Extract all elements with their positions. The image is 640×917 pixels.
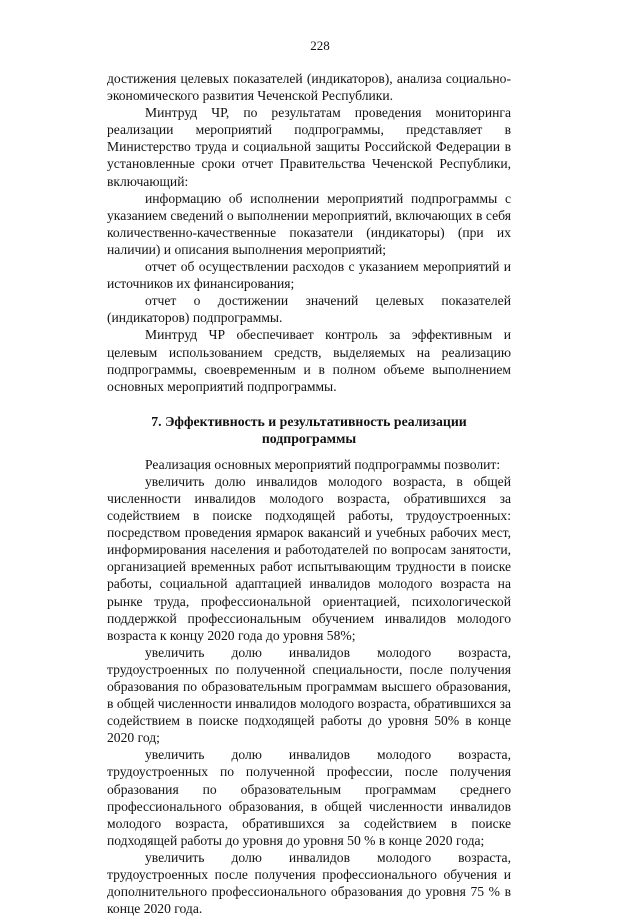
paragraph-goal-3: увеличить долю инвалидов молодого возраста, трудоустроенных по полученной профессии, после получения образования по образовательным программам среднего профессионального образования, в общей численности инвалидов молодого возраста, обратившихся за содействием в поиске подходящей работы до уровня до уровня 50 % в конце 2020 года; — [107, 747, 511, 848]
paragraph-continuation: достижения целевых показателей (индикаторов), анализа социально-экономического развития Чеченской Республики. — [107, 71, 511, 104]
paragraph-goal-2: увеличить долю инвалидов молодого возраста, трудоустроенных по полученной специальности, после получения образования по образовательным программам высшего образования, в общей численности инвалидов молодого возраста, обратившихся за содействием в поиске подходящей работы до уровня 50% в конце 2020 год; — [107, 644, 511, 746]
paragraph-intro: Реализация основных мероприятий подпрограммы позволит: — [145, 456, 501, 472]
paragraph-monitoring: Минтруд ЧР, по результатам проведения мониторинга реализации мероприятий подпрограммы, представляет в Министерство труда и социальной защиты Российской Федерации в установленные сроки отчет Правительства Чеченской Республики, включающий: — [107, 105, 511, 189]
paragraph-control: Минтруд ЧР обеспечивает контроль за эффективным и целевым использованием средств, выделяемых на реализацию подпрограммы, своевременным и в полном объеме выполнением основных мероприятий подпрограммы. — [107, 327, 511, 394]
document-body — [107, 70, 511, 917]
page-number: 228 — [310, 38, 330, 53]
paragraph-expenses-item: отчет об осуществлении расходов с указанием мероприятий и источников их финансирования; — [107, 259, 511, 292]
paragraph-goal-4: увеличить долю инвалидов молодого возраста, трудоустроенных после получения профессионального обучения и дополнительного профессионального образования до уровня 75 % в конце 2020 года. — [107, 849, 511, 917]
paragraph-goal-1: увеличить долю инвалидов молодого возраста, в общей численности инвалидов молодого возраста, обратившихся за содействием в поиске подходящей работы, трудоустроенных: посредством проведения ярмарок вакансий и учебных рабочих мест, информирования населения и работодателей по вопросам занятости, организацией временных работ испытывающим трудности в поиске работы, социальной адаптацией инвалидов молодого возраста на рынке труда, профессиональной ориентацией, психологической поддержкой профессиональным обучением инвалидов молодого возраста к концу 2020 года до уровня 58%; — [107, 473, 511, 643]
section-heading: 7. Эффективность и результативность реализации подпрограммы — [151, 413, 467, 446]
paragraph-indicators-item: отчет о достижении значений целевых показателей (индикаторов) подпрограммы. — [107, 293, 511, 326]
paragraph-info-item: информацию об исполнении мероприятий подпрограммы с указанием сведений о выполнении мероприятий, включающих в себя количественно-качественные показатели (индикаторы) (при их наличии) и описания выполнения мероприятий; — [107, 190, 511, 257]
